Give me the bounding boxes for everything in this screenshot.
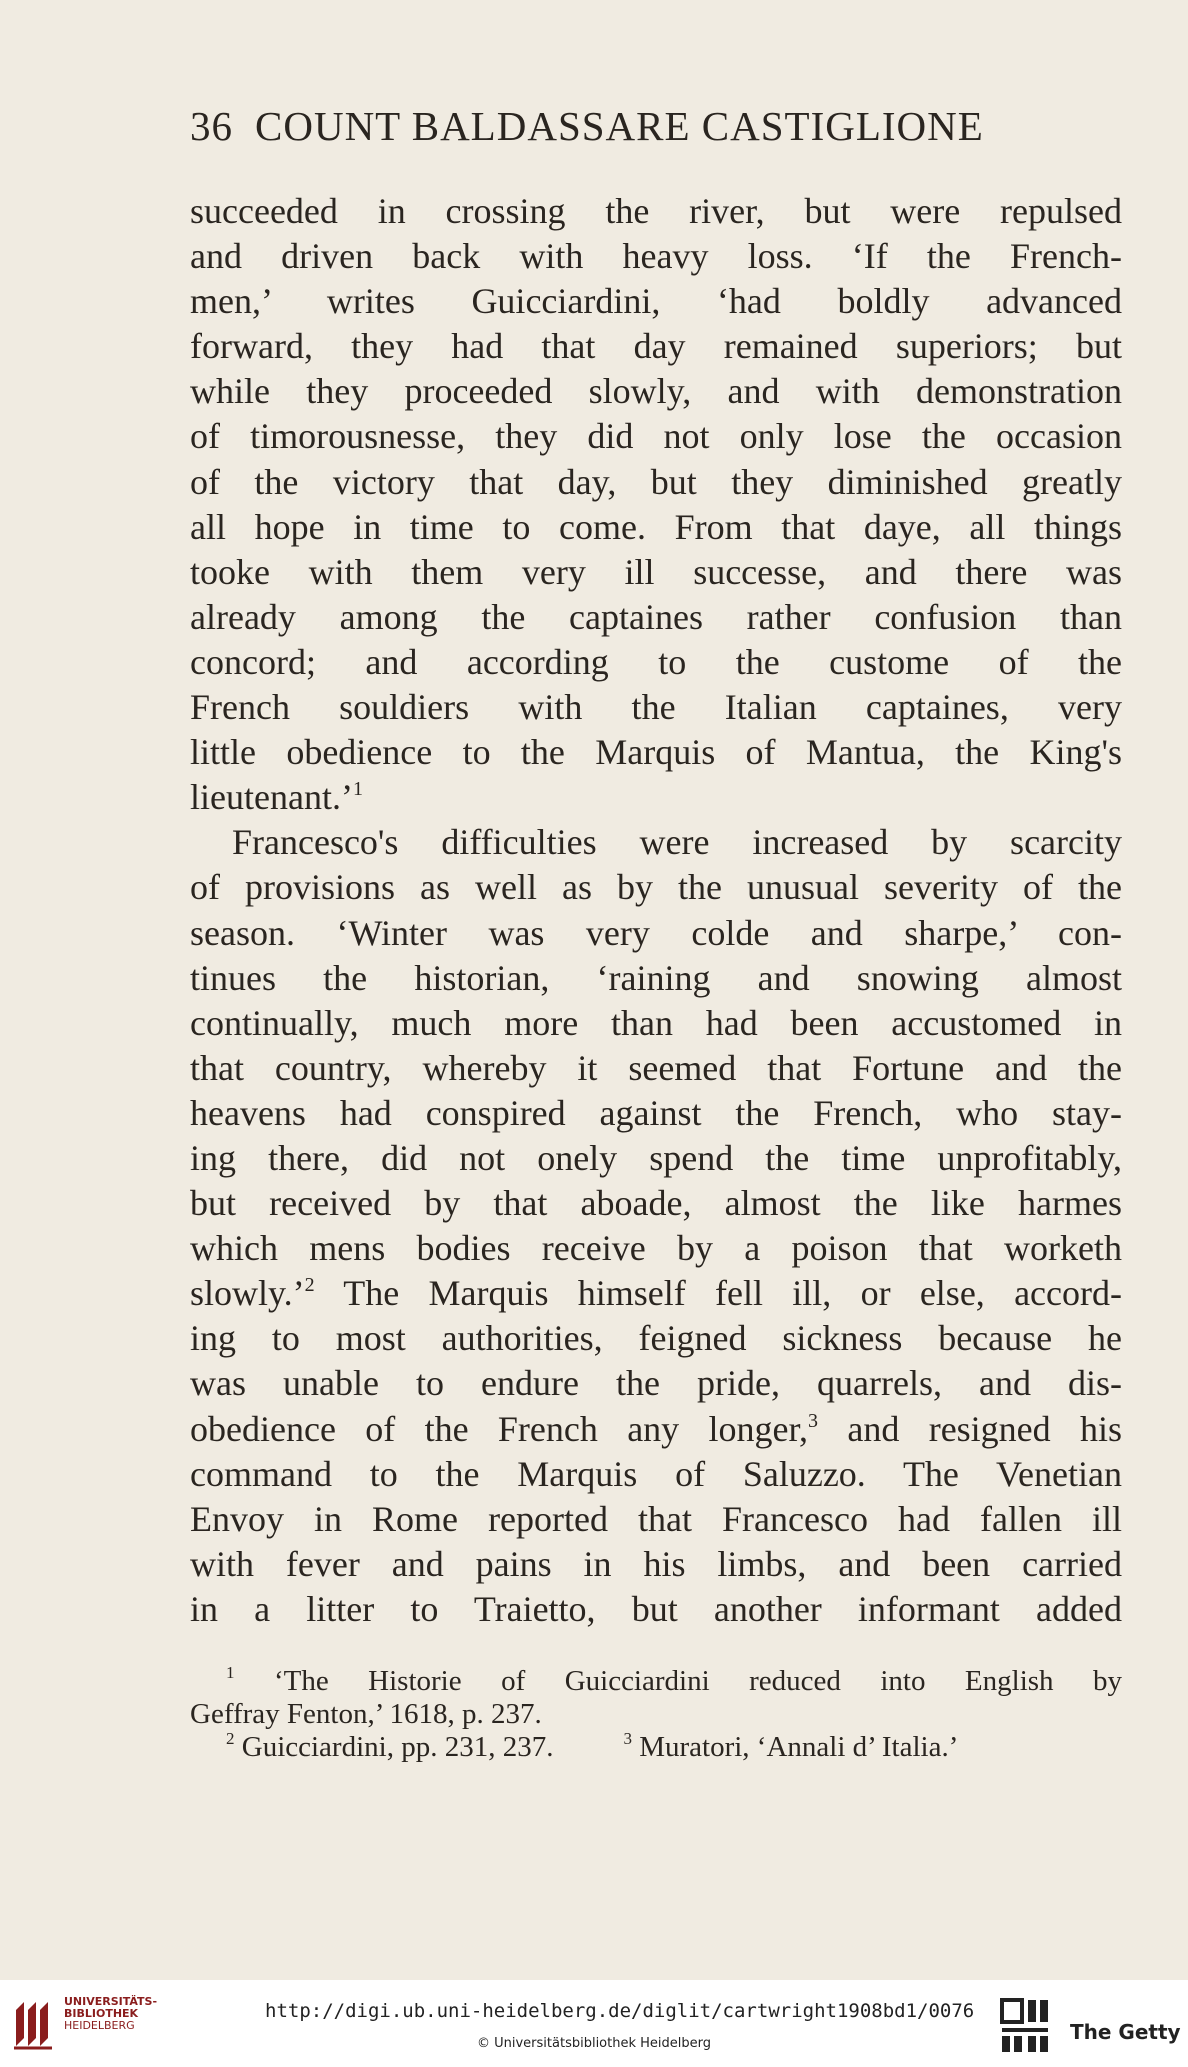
text-line: ing there, did not onely spend the time unprofitably, [190, 1137, 1122, 1178]
getty-logo-icon [1000, 1996, 1050, 2056]
text-line: but received by that aboade, almost the like harmes [190, 1183, 1122, 1224]
text-line: command to the Marquis of Saluzzo. The Venetian [190, 1453, 1122, 1494]
text-fragment: slowly.’ [190, 1273, 305, 1314]
permalink[interactable]: http://digi.ub.uni-heidelberg.de/diglit/cartwright1908bd1/0076 [265, 2000, 975, 2022]
footnote-text: ‘The Historie of Guicciardini reduced into English by [273, 1665, 1122, 1697]
footnote-1-continued: Geffray Fenton,’ 1618, p. 237. [190, 1698, 542, 1730]
text-line [190, 1271, 1122, 1316]
text-line: succeeded in crossing the river, but were repulsed [190, 191, 1122, 231]
text-fragment: The Marquis himself fell ill, or else, accord- [343, 1273, 1122, 1314]
text-fragment: and resigned his [847, 1408, 1123, 1449]
page-number: 36 [190, 103, 233, 149]
footnote-number: 1 [226, 1663, 235, 1682]
text-line: which mens bodies receive by a poison that worketh [190, 1228, 1122, 1269]
text-line: tinues the historian, ‘raining and snowing almost [190, 957, 1122, 998]
text-line [190, 775, 1122, 820]
text-line: already among the captaines rather confusion than [190, 596, 1122, 637]
text-line: Envoy in Rome reported that Francesco had fallen ill [190, 1498, 1122, 1539]
body-text [190, 189, 1122, 1632]
text-line: forward, they had that day remained superiors; but [190, 326, 1122, 367]
text-line: little obedience to the Marquis of Mantua, the King's [190, 732, 1122, 773]
text-line: of timorousnesse, they did not only lose the occasion [190, 416, 1122, 457]
footnote-ref: 3 [808, 1409, 819, 1432]
text-line: and driven back with heavy loss. ‘If the French- [190, 236, 1122, 277]
text-fragment: lieutenant.’ [190, 777, 353, 818]
text-line: continually, much more than had been accustomed in [190, 1002, 1122, 1043]
text-line: ing to most authorities, feigned sickness because he [190, 1318, 1122, 1359]
digitization-footer [0, 1980, 1188, 2067]
text-fragment: obedience of the French any longer, [190, 1408, 809, 1449]
text-line: French souldiers with the Italian captaines, very [190, 687, 1122, 728]
footnote-number: 2 [226, 1729, 235, 1748]
text-line: of the victory that day, but they diminished greatly [190, 461, 1122, 502]
university-library-name: UNIVERSITÄTS- BIBLIOTHEK HEIDELBERG [64, 1995, 158, 2032]
footnote-1 [190, 1665, 1122, 1698]
footnote-number: 3 [623, 1729, 632, 1748]
text-line: of provisions as well as by the unusual severity of the [190, 867, 1122, 908]
running-header [190, 102, 1122, 150]
footnote-ref: 2 [304, 1274, 315, 1297]
text-line: while they proceeded slowly, and with demonstration [190, 371, 1122, 412]
footnote-text: Muratori, ‘Annali d’ Italia.’ [639, 1731, 959, 1763]
text-line: heavens had conspired against the French, who stay- [190, 1092, 1122, 1133]
footnote-ref: 1 [352, 778, 363, 801]
text-line: men,’ writes Guicciardini, ‘had boldly advanced [190, 281, 1122, 322]
text-line: all hope in time to come. From that daye, all things [190, 506, 1122, 547]
text-line: tooke with them very ill successe, and there was [190, 551, 1122, 592]
footnotes [190, 1665, 1122, 1764]
text-line: with fever and pains in his limbs, and been carried [190, 1543, 1122, 1584]
text-line: was unable to endure the pride, quarrels, and dis- [190, 1363, 1122, 1404]
copyright-notice: © Universitätsbibliothek Heidelberg [476, 2036, 711, 2051]
footnote-text: Guicciardini, pp. 231, 237. [241, 1731, 554, 1763]
text-line: in a litter to Traietto, but another informant added [190, 1588, 1122, 1629]
sponsor-name: The Getty [1070, 2020, 1181, 2044]
paragraph-start-line: Francesco's difficulties were increased by scarcity [232, 822, 1122, 863]
text-line [190, 1407, 1122, 1452]
footnotes-2-3 [190, 1731, 1122, 1764]
text-line: concord; and according to the custome of the [190, 641, 1122, 682]
running-title: COUNT BALDASSARE CASTIGLIONE [255, 103, 984, 149]
text-line: season. ‘Winter was very colde and sharpe,’ con- [190, 912, 1122, 953]
text-line: that country, whereby it seemed that Fortune and the [190, 1047, 1122, 1088]
